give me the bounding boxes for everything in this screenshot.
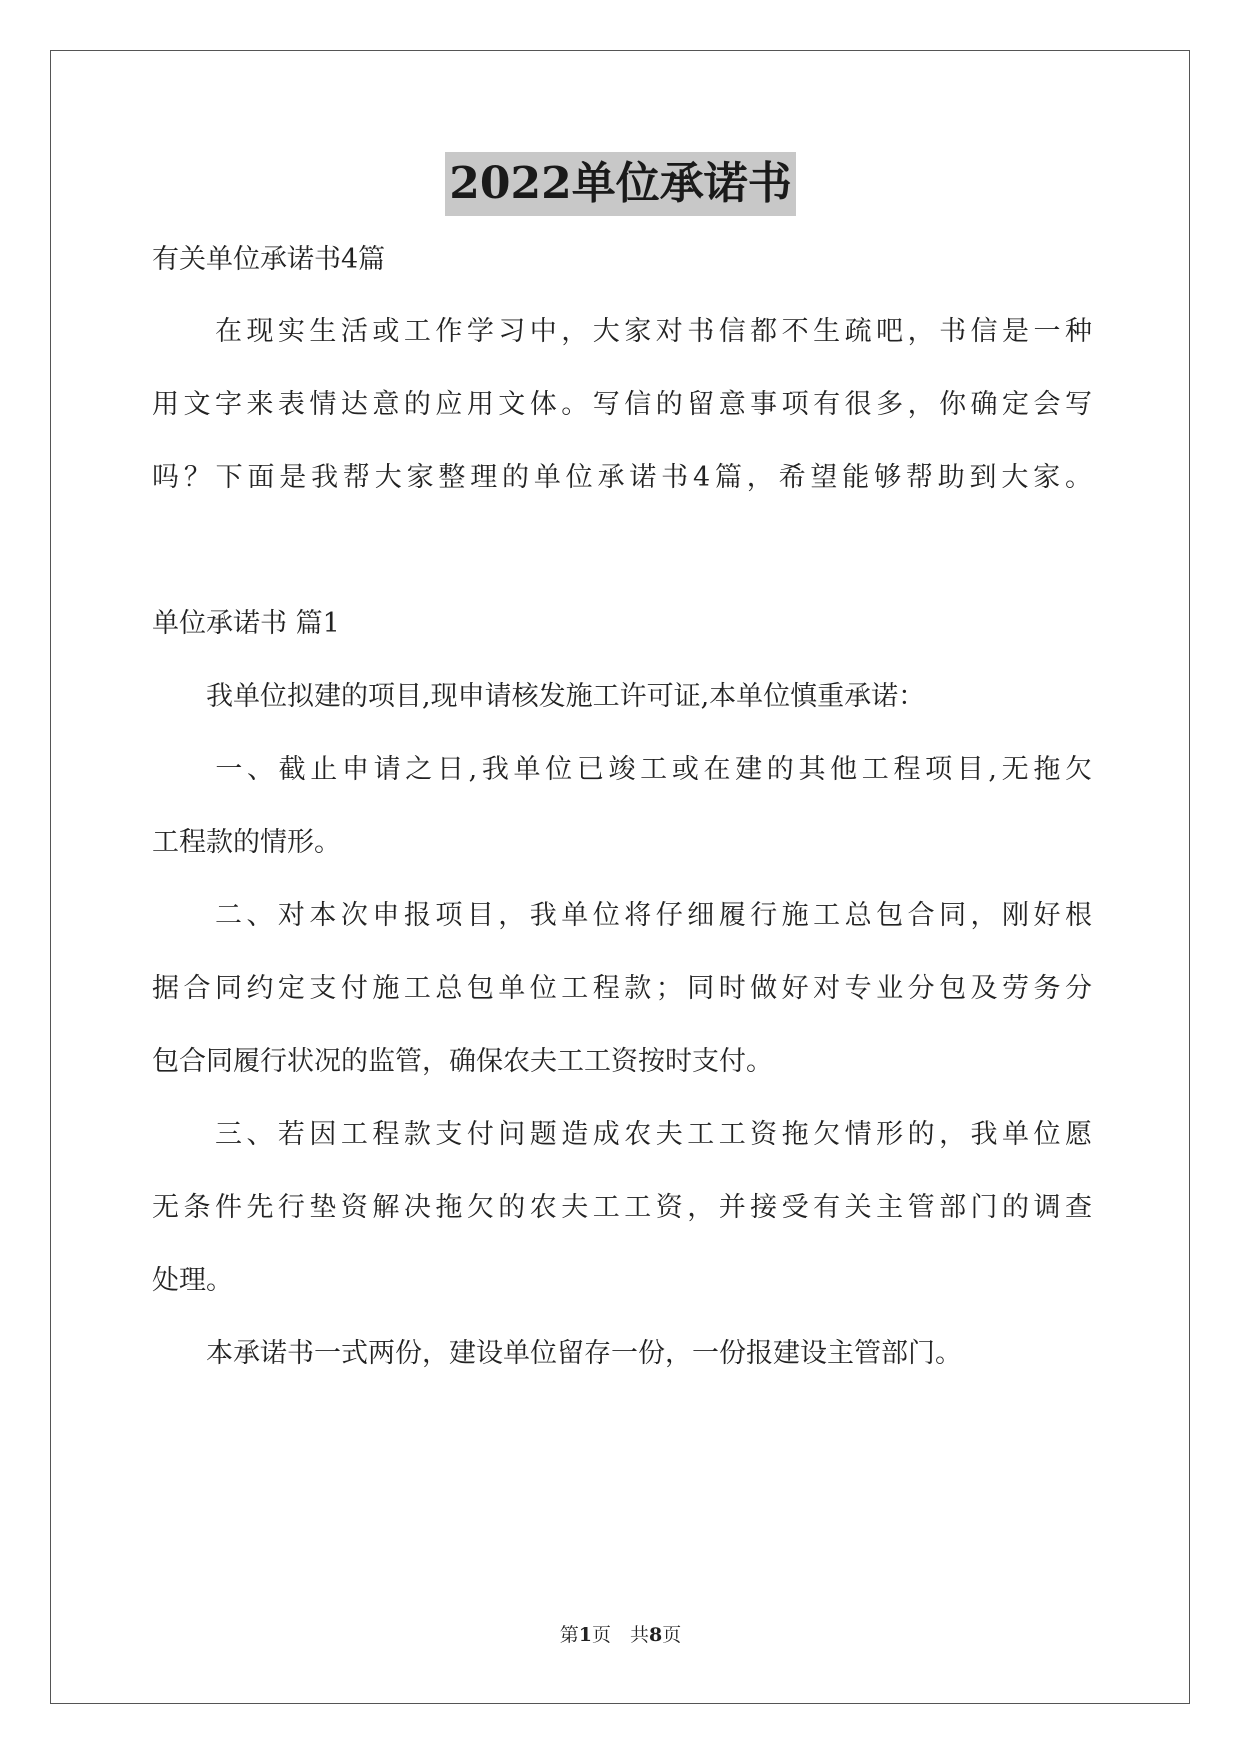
paragraph-line: 无条件先行垫资解决拖欠的农夫工工资，并接受有关主管部门的调查 bbox=[152, 1192, 1092, 1223]
paragraph-line: 据合同约定支付施工总包单位工程款；同时做好对专业分包及劳务分 bbox=[152, 973, 1092, 1004]
intro-heading: 有关单位承诺书4篇 bbox=[152, 244, 386, 275]
paragraph-line: 三、若因工程款支付问题造成农夫工工资拖欠情形的，我单位愿 bbox=[152, 1119, 1092, 1150]
paragraph-line: 在现实生活或工作学习中，大家对书信都不生疏吧，书信是一种 bbox=[152, 316, 1092, 347]
paragraph-line: 用文字来表情达意的应用文体。写信的留意事项有很多，你确定会写 bbox=[152, 389, 1092, 420]
page-total: 8 bbox=[649, 1624, 663, 1646]
page-current: 1 bbox=[578, 1624, 592, 1646]
paragraph-line: 处理。 bbox=[152, 1265, 233, 1296]
paragraph-line: 工程款的情形。 bbox=[152, 827, 341, 858]
document-title: 2022单位承诺书 bbox=[445, 152, 795, 216]
paragraph-line: 一、截止申请之日,我单位已竣工或在建的其他工程项目,无拖欠 bbox=[152, 754, 1092, 785]
page-mid: 页 共 bbox=[591, 1624, 649, 1646]
title-container bbox=[0, 152, 1241, 216]
paragraph-line: 我单位拟建的项目,现申请核发施工许可证,本单位慎重承诺： bbox=[152, 681, 926, 712]
section-heading: 单位承诺书 篇1 bbox=[152, 608, 340, 639]
page-prefix: 第 bbox=[559, 1624, 579, 1646]
paragraph-line: 包合同履行状况的监管，确保农夫工工资按时支付。 bbox=[152, 1046, 773, 1077]
paragraph-line: 二、对本次申报项目，我单位将仔细履行施工总包合同，刚好根 bbox=[152, 900, 1092, 931]
page-footer bbox=[0, 1620, 1241, 1647]
paragraph-line: 吗？下面是我帮大家整理的单位承诺书4篇，希望能够帮助到大家。 bbox=[152, 462, 1092, 493]
page-border bbox=[50, 50, 1190, 1704]
page-suffix: 页 bbox=[662, 1624, 682, 1646]
paragraph-line: 本承诺书一式两份，建设单位留存一份，一份报建设主管部门。 bbox=[152, 1338, 962, 1369]
